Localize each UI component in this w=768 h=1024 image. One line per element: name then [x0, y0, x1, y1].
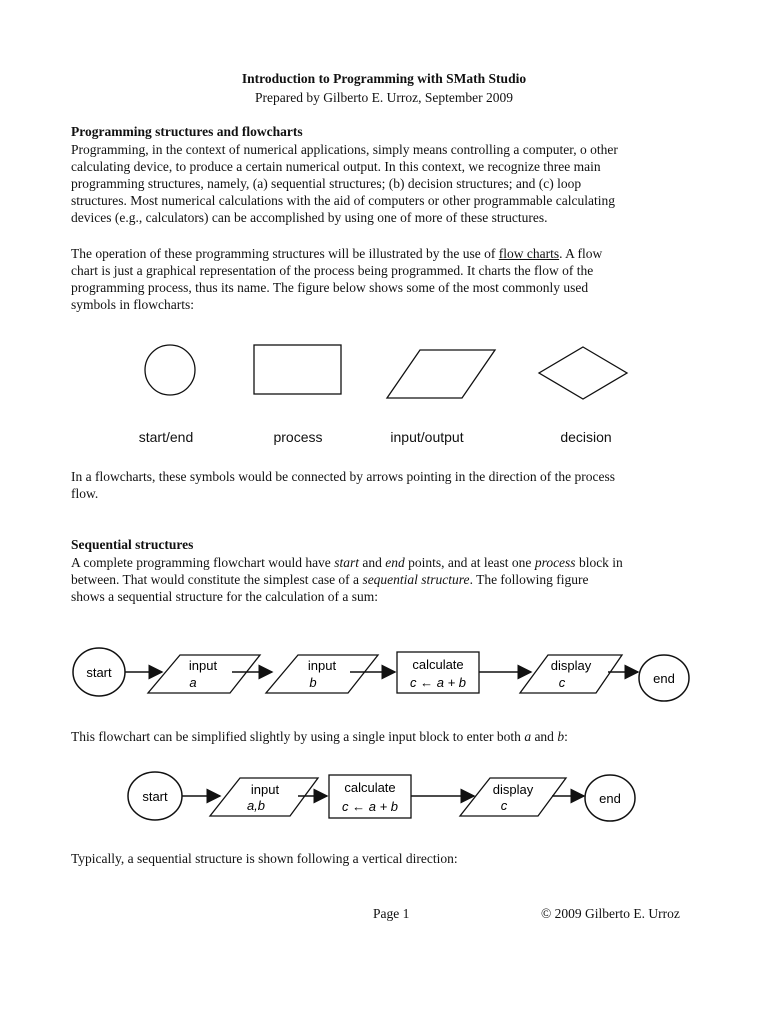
paragraph-connected — [71, 468, 711, 502]
paragraph-sequential — [71, 554, 711, 605]
paragraph-vertical — [71, 850, 711, 867]
text-line: Programming, in the context of numerical applications, simply means controlling a computer, o other — [71, 142, 618, 157]
calculate-expression: c ← a + b — [410, 675, 466, 690]
paragraph-simplified — [71, 728, 711, 745]
display-var: c — [558, 675, 566, 690]
symbol-label-input-output: input/output — [390, 429, 464, 445]
calculate-label: calculate — [344, 780, 396, 795]
text-line: structures. Most numerical calculations with the aid of computers or other programmable calculating — [71, 193, 615, 208]
document-title: Introduction to Programming with SMath Studio — [241, 71, 527, 86]
text-line: calculating device, to produce a certain numerical output. In this context, we recognize three main — [71, 159, 601, 174]
text-line: symbols in flowcharts: — [71, 297, 194, 312]
text-line: The operation of these programming structures will be illustrated by the use of flow charts. A flow — [71, 246, 603, 261]
display-label: display — [492, 782, 534, 797]
copyright-notice: © 2009 Gilberto E. Urroz — [541, 906, 680, 921]
flow-charts-term: flow charts — [498, 246, 560, 261]
simplified-sequential-flowchart — [0, 765, 768, 835]
text-line: flow. — [71, 486, 99, 501]
calculate-expression: c ← a + b — [342, 799, 398, 814]
section-heading-programming-structures: Programming structures and flowcharts — [71, 124, 303, 139]
text-line: programming structures, namely, (a) sequential structures; (b) decision structures; and (c) loop — [71, 176, 582, 191]
paragraph-intro — [71, 141, 711, 226]
paragraph-flowcharts — [71, 245, 711, 313]
end-label: end — [599, 791, 621, 806]
text-line: This flowchart can be simplified slightly by using a single input block to enter both a and b: — [71, 729, 568, 744]
start-label: start — [86, 665, 112, 680]
input-a-label: input — [188, 658, 218, 673]
start-end-circle — [145, 345, 195, 395]
input-a-var: a — [189, 675, 197, 690]
calculate-label: calculate — [412, 657, 464, 672]
input-output-parallelogram — [387, 350, 495, 398]
input-ab-var: a,b — [246, 798, 266, 813]
display-label: display — [550, 658, 592, 673]
symbol-label-process: process — [273, 429, 323, 445]
page-number: Page 1 — [373, 906, 410, 921]
text-line: shows a sequential structure for the calculation of a sum: — [71, 589, 379, 604]
input-ab-label: input — [250, 782, 280, 797]
text-line: between. That would constitute the simplest case of a sequential structure. The following figure — [71, 572, 589, 587]
decision-diamond — [539, 347, 627, 399]
input-b-var: b — [309, 675, 317, 690]
start-label: start — [142, 789, 168, 804]
symbol-label-decision: decision — [560, 429, 612, 445]
process-rectangle — [254, 345, 341, 394]
display-var: c — [500, 798, 508, 813]
sequential-flowchart-sum — [0, 645, 768, 715]
symbol-label-start-end: start/end — [138, 429, 194, 445]
text-line: A complete programming flowchart would have start and end points, and at least one process block in — [71, 555, 623, 570]
document-subtitle: Prepared by Gilberto E. Urroz, September 2009 — [255, 90, 513, 105]
section-heading-sequential-structures: Sequential structures — [71, 537, 194, 552]
text-line: chart is just a graphical representation of the process being programmed. It charts the flow of the — [71, 263, 594, 278]
text-line: Typically, a sequential structure is shown following a vertical direction: — [71, 851, 458, 866]
text-line: devices (e.g., calculators) can be accomplished by using one of more of these structures. — [71, 210, 548, 225]
text-line: programming process, thus its name. The figure below shows some of the most commonly used — [71, 280, 589, 295]
input-b-label: input — [307, 658, 337, 673]
end-label: end — [653, 671, 675, 686]
text-line: In a flowcharts, these symbols would be connected by arrows pointing in the direction of the process — [71, 469, 615, 484]
